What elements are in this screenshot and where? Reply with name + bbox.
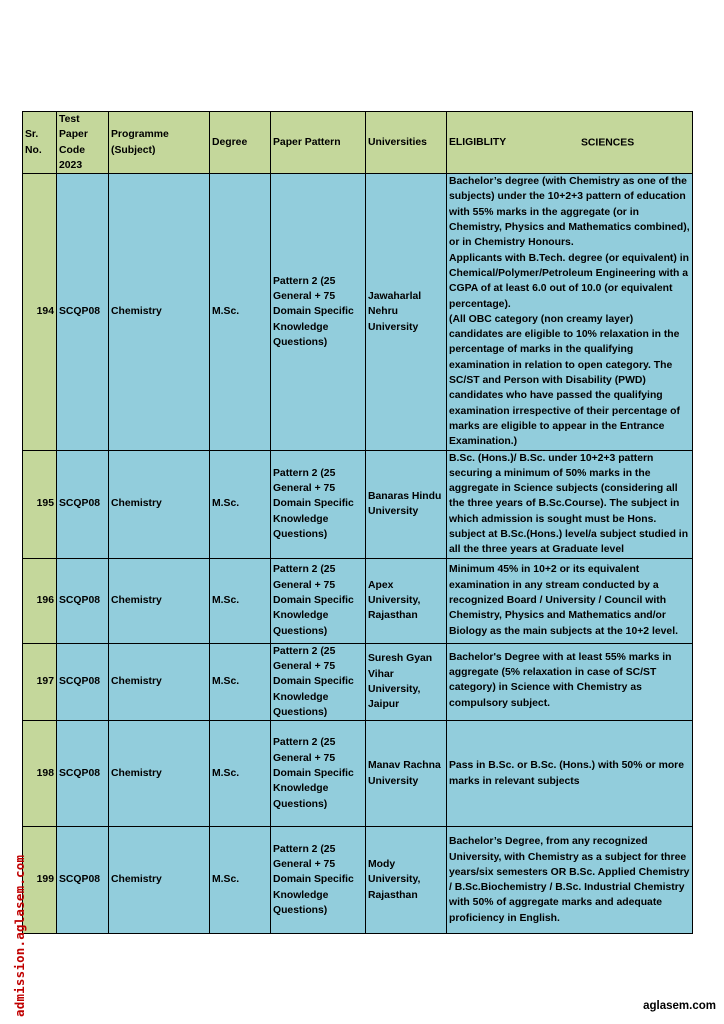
programme-cell: Chemistry (109, 450, 210, 558)
header-universities: Universities (366, 112, 447, 174)
paper-code-cell: SCQP08 (57, 450, 109, 558)
paper-pattern-cell: Pattern 2 (25 General + 75 Domain Specific Knowledge Questions) (271, 643, 366, 720)
eligibility-cell (447, 174, 693, 450)
sr-no-cell: 197 (23, 643, 57, 720)
paper-pattern-cell: Pattern 2 (25 General + 75 Domain Specific Knowledge Questions) (271, 174, 366, 450)
university-cell: Manav Rachna University (366, 721, 447, 827)
eligibility-cell: Pass in B.Sc. or B.Sc. (Hons.) with 50% or more marks in relevant subjects (447, 721, 693, 827)
eligibility-cell: Bachelor’s Degree, from any recognized University, with Chemistry as a subject for three years/six semesters OR B.Sc. Applied Chemistry / B.Sc.Biochemistry / B.Sc. Industrial Chemistry with 50% of aggregate marks and adequate proficiency in English. (447, 827, 693, 934)
header-sr-no: Sr. No. (23, 112, 57, 174)
sr-no-cell: 196 (23, 558, 57, 643)
paper-pattern-cell: Pattern 2 (25 General + 75 Domain Specific Knowledge Questions) (271, 450, 366, 558)
eligibility-text: Bachelor’s degree (with Chemistry as one of the subjects) under the 10+2+3 pattern of education with 55% marks in the aggregate (or in Chemistry, Physics and Mathematics combined), or in Chemistry Honours. Applicants with B.Tech. degree (or equivalent) in Chemical/Polymer/Petroleum Engineering with a CGPA of at least 6.0 out of 10.0 (or equivalent percentage). (All OBC category (non creamy layer) candidates are eligible to 10% relaxation in the percentage of marks in the qualifying examination in relation to open category. The SC/ST and Person with Disability (PWD) candidates who have passed the qualifying examination irrespective of their percentage of marks are eligible to appear in the Entrance Examination.) (449, 176, 690, 448)
eligibility-cell: B.Sc. (Hons.)/ B.Sc. under 10+2+3 pattern securing a minimum of 50% marks in the aggregate in Science subjects (considering all the three years of B.Sc.Course). The subject in which admission is sought must be Hons. subject at B.Sc.(Hons.) level/a subject studied in all the three years at Graduate level (447, 450, 693, 558)
header-paper-pattern: Paper Pattern (271, 112, 366, 174)
watermark-text: admission.aglasem.com (12, 854, 27, 1017)
paper-code-cell: SCQP08 (57, 558, 109, 643)
header-eligibility (447, 112, 693, 174)
programme-cell: Chemistry (109, 643, 210, 720)
eligibility-cell: Minimum 45% in 10+2 or its equivalent examination in any stream conducted by a recognized Board / University / Council with Chemistry, Physics and Mathematics and/or Biology as the main subjects at the 10+2 level. (447, 558, 693, 643)
eligibility-text: Bachelor's Degree with at least 55% marks in aggregate (5% relaxation in case of SC/ST category) in Science with Chemistry as compulsory subject. (449, 651, 672, 709)
university-cell: Mody University, Rajasthan (366, 827, 447, 934)
paper-code-cell: SCQP08 (57, 174, 109, 450)
university-cell: Jawaharlal Nehru University (366, 174, 447, 450)
sr-no-cell: 199 (23, 827, 57, 934)
university-cell: Apex University, Rajasthan (366, 558, 447, 643)
programme-cell: Chemistry (109, 721, 210, 827)
programme-cell: Chemistry (109, 827, 210, 934)
table-header-row (23, 112, 693, 174)
sr-no-cell: 194 (23, 174, 57, 450)
paper-pattern-cell: Pattern 2 (25 General + 75 Domain Specific Knowledge Questions) (271, 558, 366, 643)
paper-pattern-cell: Pattern 2 (25 General + 75 Domain Specific Knowledge Questions) (271, 721, 366, 827)
footer-brand: aglasem.com (643, 1000, 716, 1012)
degree-cell: M.Sc. (210, 450, 271, 558)
eligibility-cell (447, 643, 693, 720)
eligibility-table (22, 111, 693, 934)
sr-no-cell: 198 (23, 721, 57, 827)
header-eligibility-label: ELIGIBLITY (449, 136, 507, 148)
header-sciences-label: SCIENCES (581, 136, 635, 148)
degree-cell: M.Sc. (210, 558, 271, 643)
degree-cell: M.Sc. (210, 827, 271, 934)
paper-pattern-cell: Pattern 2 (25 General + 75 Domain Specific Knowledge Questions) (271, 827, 366, 934)
table-row (23, 558, 693, 643)
degree-cell: M.Sc. (210, 174, 271, 450)
sr-no-cell: 195 (23, 450, 57, 558)
paper-code-cell: SCQP08 (57, 643, 109, 720)
degree-cell: M.Sc. (210, 721, 271, 827)
paper-code-cell: SCQP08 (57, 721, 109, 827)
degree-cell: M.Sc. (210, 643, 271, 720)
university-cell: Banaras Hindu University (366, 450, 447, 558)
header-programme: Programme (Subject) (109, 112, 210, 174)
table-row (23, 827, 693, 934)
header-degree: Degree (210, 112, 271, 174)
table-row (23, 450, 693, 558)
header-test-paper-code: Test Paper Code 2023 (57, 112, 109, 174)
table-row (23, 721, 693, 827)
programme-cell: Chemistry (109, 174, 210, 450)
table-row (23, 174, 693, 450)
university-cell: Suresh Gyan Vihar University, Jaipur (366, 643, 447, 720)
programme-cell: Chemistry (109, 558, 210, 643)
paper-code-cell: SCQP08 (57, 827, 109, 934)
table-row (23, 643, 693, 720)
